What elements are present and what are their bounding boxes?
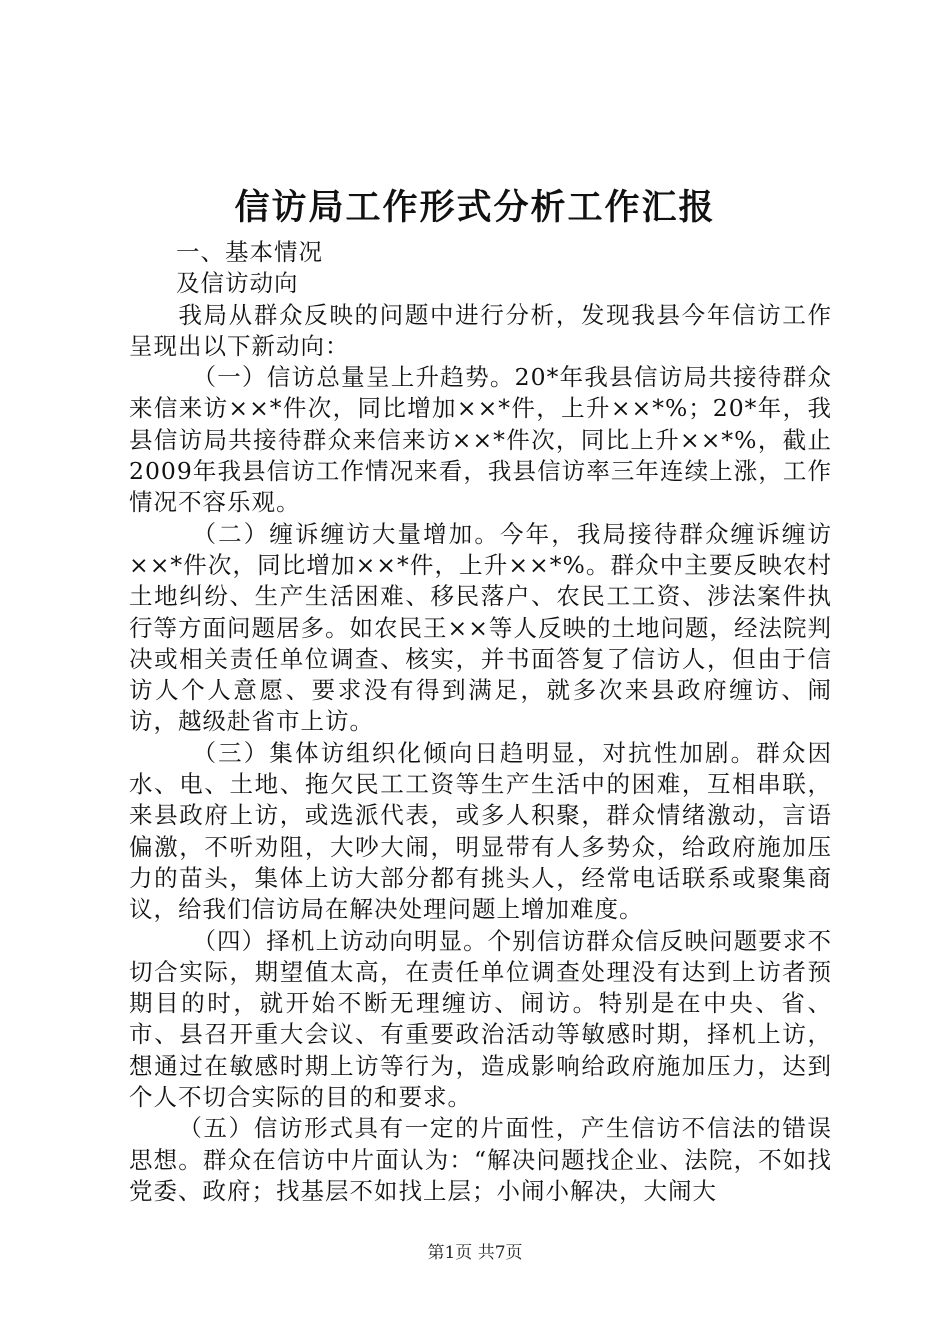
paragraph-item-5: （五）信访形式具有一定的片面性，产生信访不信法的错误思想。群众在信访中片面认为：“解决问题找企业、法院，不如找党委、政府；找基层不如找上层；小闹小解决，大闹大	[129, 1114, 832, 1205]
paragraph-item-2: （二）缠诉缠访大量增加。今年，我局接待群众缠诉缠访××*件次，同比增加××*件，上升××*%。群众中主要反映农村土地纠纷、生产生活困难、移民落户、农民工工资、涉法案件执行等方面问题居多。如农民王××等人反映的土地问题，经法院判决或相关责任单位调查、核实，并书面答复了信访人，但由于信访人个人意愿、要求没有得到满足，就多次来县政府缠访、闹访，越级赴省市上访。	[129, 519, 832, 736]
section-subheading: 及信访动向	[176, 269, 299, 298]
paragraph-item-3: （三）集体访组织化倾向日趋明显，对抗性加剧。群众因水、电、土地、拖欠民工工资等生产生活中的困难，互相串联，来县政府上访，或选派代表，或多人积聚，群众情绪激动，言语偏激，不听劝阻，大吵大闹，明显带有人多势众，给政府施加压力的苗头，集体上访大部分都有挑头人，经常电话联系或聚集商议，给我们信访局在解决处理问题上增加难度。	[129, 738, 832, 924]
section-heading: 一、基本情况	[176, 238, 323, 266]
page-number: 第1页 共7页	[427, 1243, 523, 1263]
paragraph-intro: 我局从群众反映的问题中进行分析，发现我县今年信访工作呈现出以下新动向：	[129, 300, 832, 360]
paragraph-item-1: （一）信访总量呈上升趋势。20*年我县信访局共接待群众来信来访××*件次，同比增加××*件，上升××*%；20*年，我县信访局共接待群众来信来访××*件次，同比上升××*%，截止2009年我县信访工作情况来看，我县信访率三年连续上涨，工作情况不容乐观。	[129, 363, 832, 517]
paragraph-item-4: （四）择机上访动向明显。个别信访群众信反映问题要求不切合实际，期望值太高，在责任单位调查处理没有达到上访者预期目的时，就开始不断无理缠访、闹访。特别是在中央、省、市、县召开重大会议、有重要政治活动等敏感时期，择机上访，想通过在敏感时期上访等行为，造成影响给政府施加压力，达到个人不切合实际的目的和要求。	[129, 926, 832, 1112]
document-title: 信访局工作形式分析工作汇报	[234, 187, 716, 228]
document-body	[129, 237, 832, 1207]
